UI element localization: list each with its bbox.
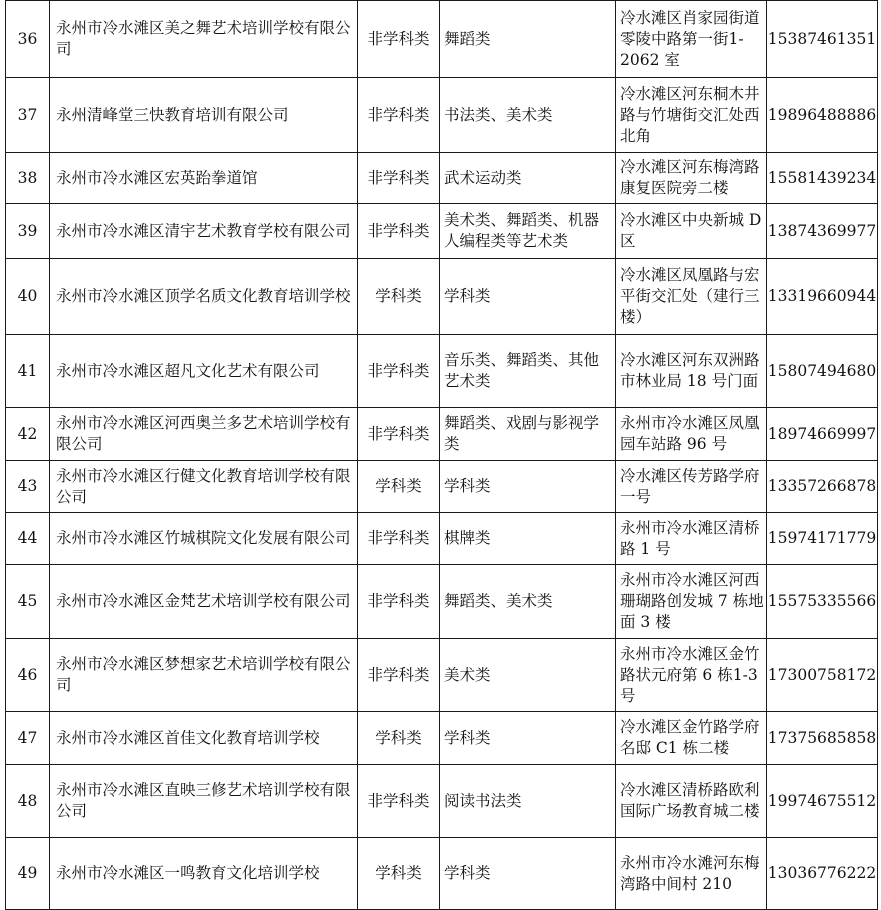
institution-name: 永州市冷水滩区顶学名质文化教育培训学校 [50, 259, 358, 335]
row-number: 40 [6, 259, 50, 335]
contact-phone: 13357266878 [767, 461, 878, 513]
institution-type: 非学科类 [358, 565, 440, 639]
table-row [6, 765, 878, 838]
table-body [6, 1, 878, 910]
table-row [6, 335, 878, 408]
training-category: 学科类 [440, 712, 616, 765]
institution-address: 永州市冷水滩区凤凰园车站路 96 号 [616, 408, 767, 461]
contact-phone: 17300758172 [767, 639, 878, 712]
institution-address: 冷水滩区清桥路欧利国际广场教育城二楼 [616, 765, 767, 838]
contact-phone: 19896488886 [767, 78, 878, 153]
institution-address: 冷水滩区金竹路学府名邸 C1 栋二楼 [616, 712, 767, 765]
training-category: 阅读书法类 [440, 765, 616, 838]
row-number: 42 [6, 408, 50, 461]
contact-phone: 18974669997 [767, 408, 878, 461]
institution-type: 非学科类 [358, 204, 440, 259]
row-number: 46 [6, 639, 50, 712]
training-category: 舞蹈类、美术类 [440, 565, 616, 639]
table-row [6, 204, 878, 259]
institution-name: 永州市冷水滩区直映三修艺术培训学校有限公司 [50, 765, 358, 838]
institution-address: 永州市冷水滩区清桥路 1 号 [616, 513, 767, 565]
registry-table [5, 0, 878, 910]
row-number: 43 [6, 461, 50, 513]
row-number: 48 [6, 765, 50, 838]
row-number: 45 [6, 565, 50, 639]
table-row [6, 259, 878, 335]
institution-type: 非学科类 [358, 335, 440, 408]
row-number: 39 [6, 204, 50, 259]
institution-name: 永州市冷水滩区一鸣教育文化培训学校 [50, 838, 358, 910]
contact-phone: 15581439234 [767, 153, 878, 204]
training-category: 书法类、美术类 [440, 78, 616, 153]
training-category: 学科类 [440, 461, 616, 513]
institution-type: 非学科类 [358, 639, 440, 712]
institution-type: 学科类 [358, 259, 440, 335]
table-row [6, 838, 878, 910]
institution-type: 非学科类 [358, 408, 440, 461]
institution-name: 永州市冷水滩区美之舞艺术培训学校有限公司 [50, 1, 358, 78]
training-category: 舞蹈类、戏剧与影视学类 [440, 408, 616, 461]
institution-name: 永州市冷水滩区清宇艺术教育学校有限公司 [50, 204, 358, 259]
institution-name: 永州清峰堂三快教育培训有限公司 [50, 78, 358, 153]
training-category: 武术运动类 [440, 153, 616, 204]
institution-type: 学科类 [358, 712, 440, 765]
contact-phone: 13319660944 [767, 259, 878, 335]
institution-name: 永州市冷水滩区宏英跆拳道馆 [50, 153, 358, 204]
table-row [6, 408, 878, 461]
institution-address: 永州市冷水滩区河西珊瑚路创发城 7 栋地面 3 楼 [616, 565, 767, 639]
table-row [6, 639, 878, 712]
contact-phone: 15807494680 [767, 335, 878, 408]
institution-name: 永州市冷水滩区超凡文化艺术有限公司 [50, 335, 358, 408]
institution-address: 冷水滩区河东桐木井路与竹塘街交汇处西北角 [616, 78, 767, 153]
training-category: 棋牌类 [440, 513, 616, 565]
training-category: 音乐类、舞蹈类、其他艺术类 [440, 335, 616, 408]
institution-address: 冷水滩区河东双洲路市林业局 18 号门面 [616, 335, 767, 408]
contact-phone: 13036776222 [767, 838, 878, 910]
table-row [6, 461, 878, 513]
contact-phone: 19974675512 [767, 765, 878, 838]
row-number: 36 [6, 1, 50, 78]
table-row [6, 513, 878, 565]
institution-address: 冷水滩区肖家园街道零陵中路第一街1-2062 室 [616, 1, 767, 78]
contact-phone: 13874369977 [767, 204, 878, 259]
row-number: 49 [6, 838, 50, 910]
training-category: 美术类、舞蹈类、机器人编程类等艺术类 [440, 204, 616, 259]
institution-name: 永州市冷水滩区梦想家艺术培训学校有限公司 [50, 639, 358, 712]
institution-type: 非学科类 [358, 1, 440, 78]
institution-type: 非学科类 [358, 513, 440, 565]
training-category: 美术类 [440, 639, 616, 712]
row-number: 47 [6, 712, 50, 765]
table-row [6, 1, 878, 78]
institution-name: 永州市冷水滩区首佳文化教育培训学校 [50, 712, 358, 765]
institution-name: 永州市冷水滩区河西奥兰多艺术培训学校有限公司 [50, 408, 358, 461]
table-row [6, 78, 878, 153]
row-number: 44 [6, 513, 50, 565]
table-row [6, 712, 878, 765]
training-category: 学科类 [440, 259, 616, 335]
institution-type: 非学科类 [358, 153, 440, 204]
contact-phone: 17375685858 [767, 712, 878, 765]
institution-type: 非学科类 [358, 765, 440, 838]
institution-type: 非学科类 [358, 78, 440, 153]
institution-address: 永州市冷水滩区金竹路状元府第 6 栋1-3 号 [616, 639, 767, 712]
institution-address: 永州市冷水滩河东梅湾路中间村 210 [616, 838, 767, 910]
contact-phone: 15387461351 [767, 1, 878, 78]
training-category: 学科类 [440, 838, 616, 910]
institution-name: 永州市冷水滩区竹城棋院文化发展有限公司 [50, 513, 358, 565]
row-number: 38 [6, 153, 50, 204]
institution-name: 永州市冷水滩区金梵艺术培训学校有限公司 [50, 565, 358, 639]
institution-address: 冷水滩区中央新城 D 区 [616, 204, 767, 259]
contact-phone: 15974171779 [767, 513, 878, 565]
table-row [6, 565, 878, 639]
training-category: 舞蹈类 [440, 1, 616, 78]
contact-phone: 15575335566 [767, 565, 878, 639]
institution-address: 冷水滩区河东梅湾路康复医院旁二楼 [616, 153, 767, 204]
institution-type: 学科类 [358, 838, 440, 910]
institution-address: 冷水滩区凤凰路与宏平街交汇处（建行三楼） [616, 259, 767, 335]
row-number: 41 [6, 335, 50, 408]
row-number: 37 [6, 78, 50, 153]
institution-address: 冷水滩区传芳路学府一号 [616, 461, 767, 513]
table-row [6, 153, 878, 204]
institution-type: 学科类 [358, 461, 440, 513]
institution-name: 永州市冷水滩区行健文化教育培训学校有限公司 [50, 461, 358, 513]
